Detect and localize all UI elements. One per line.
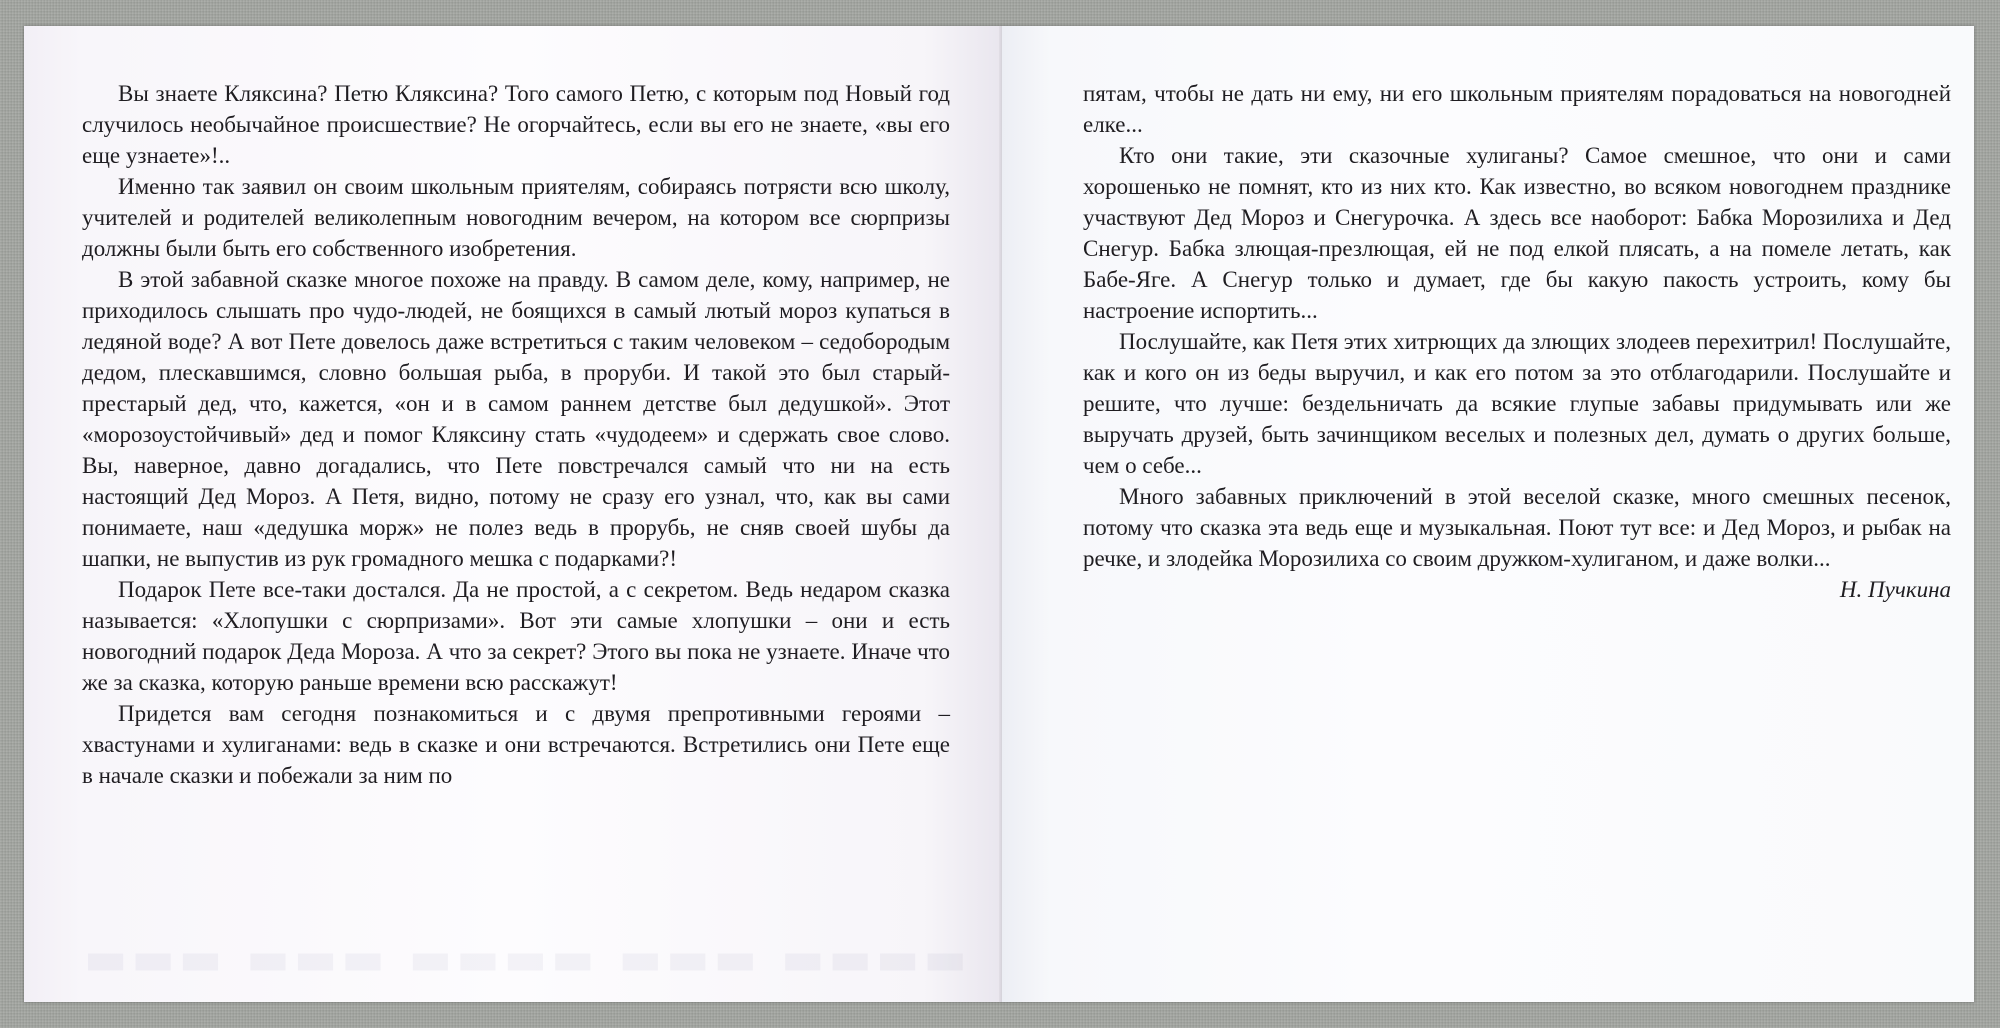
paragraph: Подарок Пете все-таки достался. Да не простой, а с секретом. Ведь недаром сказка называется: «Хлопушки с сюрпризами». Вот эти самые хлопушки – они и есть новогодний подарок Деда Мороза. А что за секрет? Этого вы пока не узнаете. Иначе что же за сказка, которую раньше времени всю расскажут!	[82, 577, 950, 695]
paragraph-continuation: пятам, чтобы не дать ни ему, ни его школьным приятелям порадоваться на новогодней елке...	[1083, 81, 1951, 137]
show-through-lettering: ▬▬▬ ▬▬▬ ▬▬▬▬ ▬▬▬ ▬▬▬▬	[84, 931, 971, 985]
paragraph: Именно так заявил он своим школьным приятелям, собираясь потрясти всю школу, учителей и родителей великолепным новогодним вечером, на котором все сюрпризы должны были быть его собственного изобретения.	[82, 174, 950, 261]
left-text-column	[82, 78, 950, 791]
paragraph: Послушайте, как Петя этих хитрющих да злющих злодеев перехитрил! Послушайте, как и кого он из беды выручил, и как его потом за это отблагодарили. Послушайте и решите, что лучше: бездельничать да всякие глупые забавы придумывать или же выручать друзей, быть зачинщиком веселых и полезных дел, думать о других больше, чем о себе...	[1083, 329, 1951, 478]
paragraph: В этой забавной сказке многое похоже на правду. В самом деле, кому, например, не приходилось слышать про чудо-людей, не боящихся в самый лютый мороз купаться в ледяной воде? А вот Пете довелось даже встретиться с таким человеком – седобородым дедом, плескавшимся, словно большая рыба, в проруби. И такой это был старый-престарый дед, что, кажется, «он и в самом раннем детстве был дедушкой». Этот «морозоустойчивый» дед и помог Кляксину стать «чудодеем» и сдержать свое слово. Вы, наверное, давно догадались, что Пете повстречался самый что ни на есть настоящий Дед Мороз. А Петя, видно, потому не сразу его узнал, что, как вы сами понимаете, наш «дедушка морж» не полез ведь в прорубь, не сняв своей шубы да шапки, не выпустив из рук громадного мешка с подарками?!	[82, 267, 950, 571]
left-page	[24, 26, 1002, 1002]
paragraph: Вы знаете Кляксина? Петю Кляксина? Того самого Петю, с которым под Новый год случилось необычайное происшествие? Не огорчайтесь, если вы его не знаете, «вы его еще узнаете»!..	[82, 81, 950, 168]
paragraph: Много забавных приключений в этой веселой сказке, много смешных песенок, потому что сказка эта ведь еще и музыкальная. Поют тут все: и Дед Мороз, и рыбак на речке, и злодейка Морозилиха со своим дружком-хулиганом, и даже волки...	[1083, 484, 1951, 571]
right-text-column	[1083, 78, 1951, 605]
author-signature: Н. Пучкина	[1839, 577, 1951, 602]
booklet-spread	[24, 26, 1974, 1002]
right-page	[1002, 26, 1974, 1002]
paragraph: Придется вам сегодня познакомиться и с двумя препротивными героями – хвастунами и хулиганами: ведь в сказке и они встречаются. Встретились они Пете еще в начале сказки и побежали за ним по	[82, 701, 950, 788]
paragraph: Кто они такие, эти сказочные хулиганы? Самое смешное, что они и сами хорошенько не помнят, кто из них кто. Как известно, во всяком новогоднем празднике участвуют Дед Мороз и Снегурочка. А здесь все наоборот: Бабка Морозилиха и Дед Снегур. Бабка злющая-презлющая, ей не под елкой плясать, а на помеле летать, как Бабе-Яге. А Снегур только и думает, где бы какую пакость устроить, кому бы настроение испортить...	[1083, 143, 1951, 323]
